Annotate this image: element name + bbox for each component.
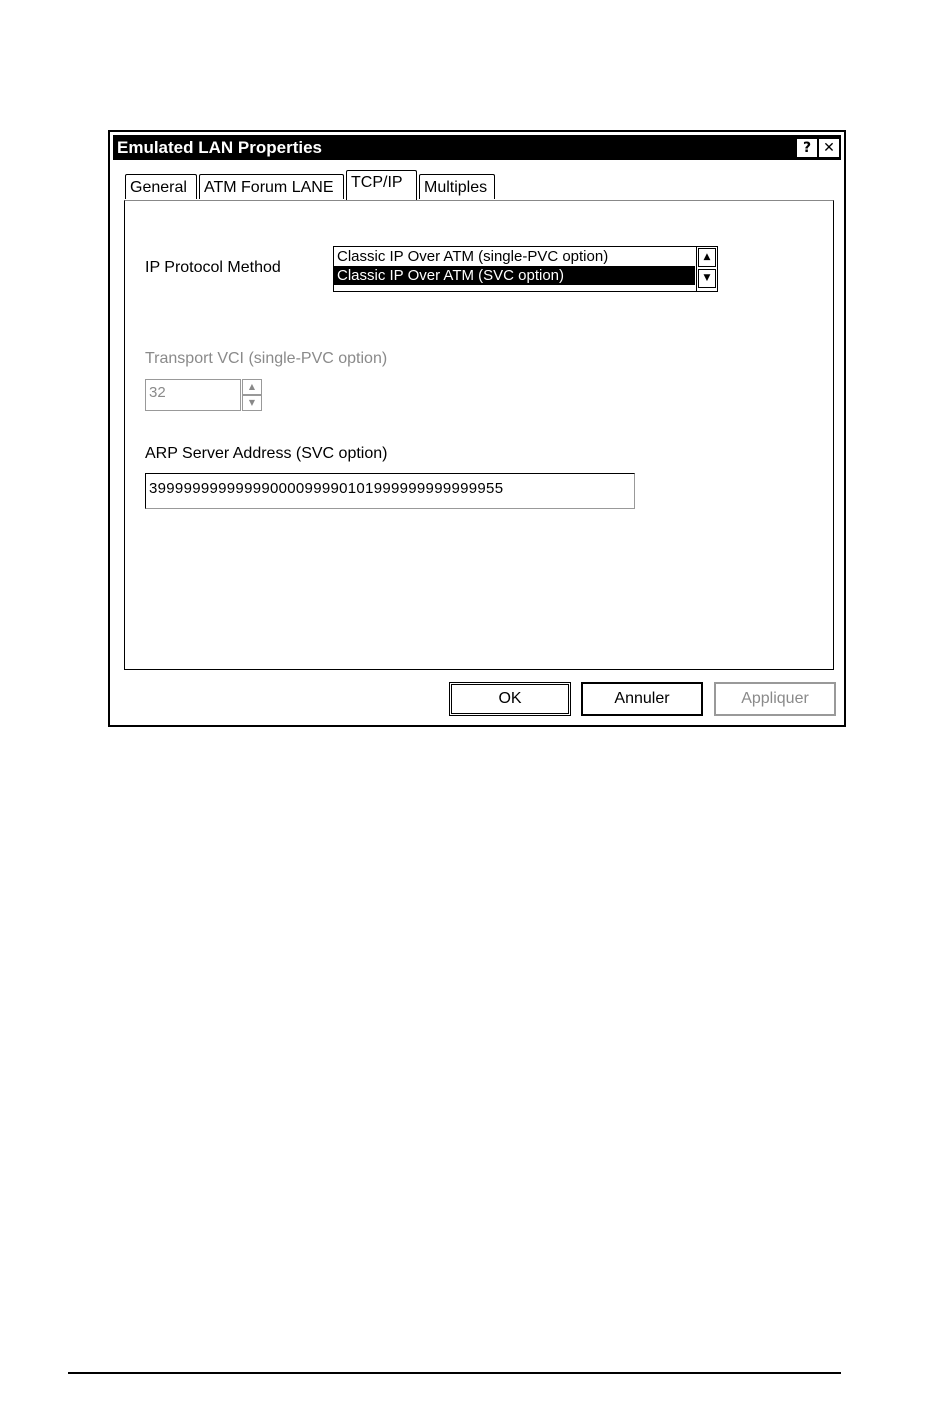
list-item[interactable]: Classic IP Over ATM (single-PVC option) xyxy=(337,248,609,265)
tab-general[interactable]: General xyxy=(125,174,197,199)
transport-vci-spinner[interactable] xyxy=(242,379,262,411)
arp-server-address-input[interactable]: 39999999999999000099990101999999999999955 xyxy=(145,473,635,509)
ok-button[interactable]: OK xyxy=(449,682,571,716)
scroll-down-arrow-icon[interactable]: ▼ xyxy=(698,269,716,288)
ip-protocol-method-listbox[interactable] xyxy=(333,246,718,292)
transport-vci-input[interactable]: 32 xyxy=(145,379,241,411)
spin-up-arrow-icon[interactable]: ▲ xyxy=(242,379,262,395)
tab-multiples[interactable]: Multiples xyxy=(419,174,495,199)
transport-vci-label: Transport VCI (single-PVC option) xyxy=(145,350,388,367)
listbox-scrollbar[interactable] xyxy=(696,247,717,291)
arp-server-address-label: ARP Server Address (SVC option) xyxy=(145,445,388,462)
tcp-ip-tab-panel xyxy=(124,200,834,670)
close-button[interactable]: ✕ xyxy=(819,139,839,157)
apply-button[interactable]: Appliquer xyxy=(714,682,836,716)
cancel-button[interactable]: Annuler xyxy=(581,682,703,716)
list-item-selected[interactable]: Classic IP Over ATM (SVC option) xyxy=(334,266,695,285)
tab-tcp-ip[interactable]: TCP/IP xyxy=(346,170,417,200)
list-item-partial[interactable] xyxy=(334,285,695,292)
page-footer-rule xyxy=(68,1372,841,1374)
help-button[interactable]: ? xyxy=(797,139,817,157)
title-bar[interactable] xyxy=(113,135,841,160)
spin-down-arrow-icon[interactable]: ▼ xyxy=(242,395,262,411)
tab-atm-forum-lane[interactable]: ATM Forum LANE xyxy=(199,174,344,199)
window-title: Emulated LAN Properties xyxy=(117,138,322,157)
scroll-up-arrow-icon[interactable]: ▲ xyxy=(698,248,716,267)
emulated-lan-properties-dialog xyxy=(108,130,846,727)
ip-protocol-method-label: IP Protocol Method xyxy=(145,259,281,276)
